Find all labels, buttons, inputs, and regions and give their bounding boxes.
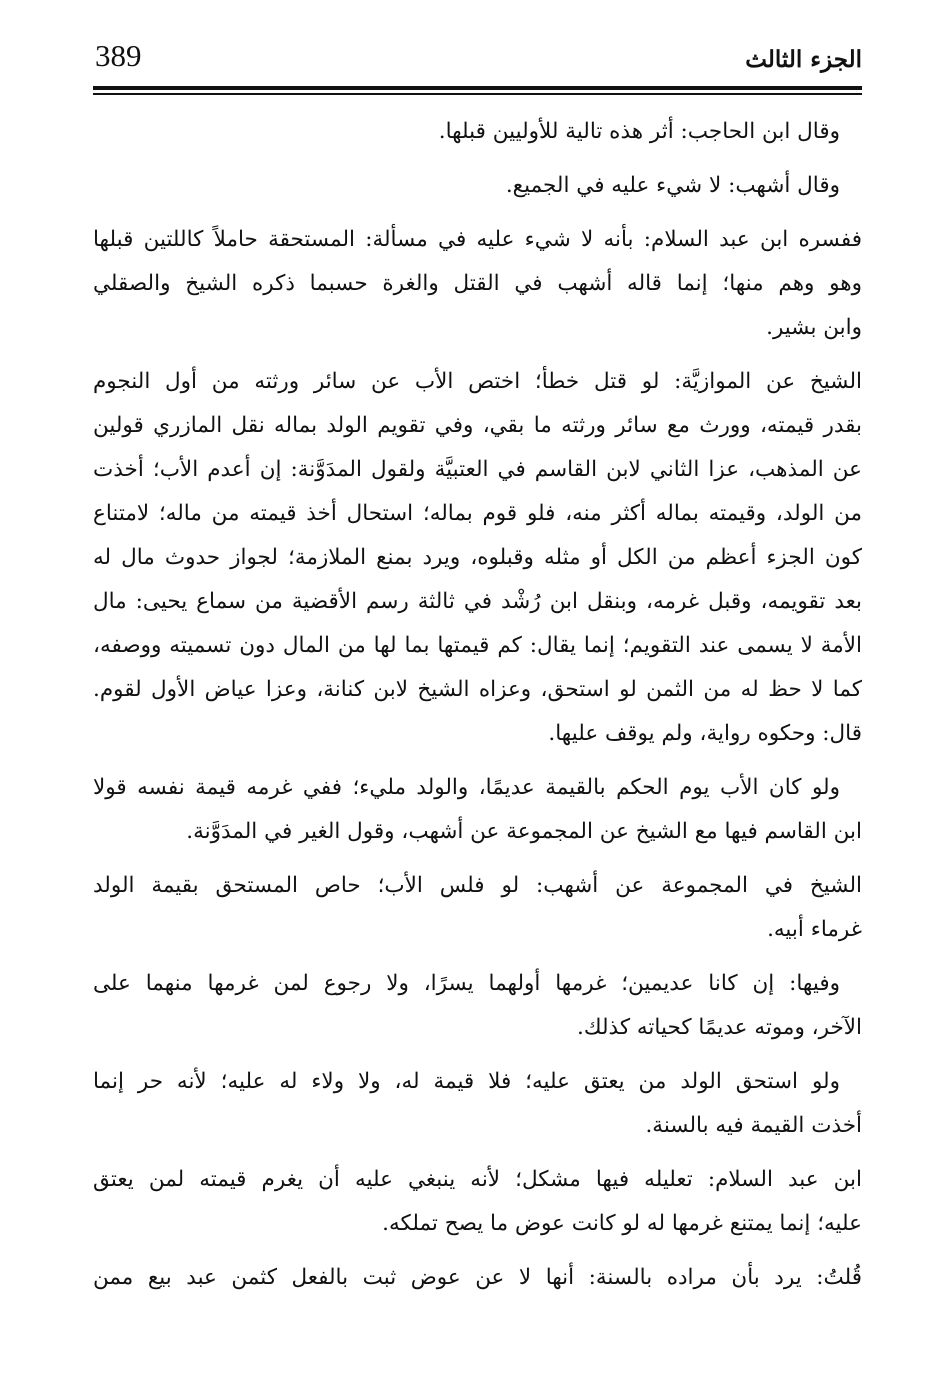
text-line: ولو استحق الولد من يعتق عليه؛ فلا قيمة له، ولا ولاء له عليه؛ لأنه حر إنما	[93, 1069, 840, 1094]
header-rule-thin	[93, 93, 862, 95]
text-line: أخذت القيمة فيه بالسنة.	[645, 1113, 862, 1138]
text-line: قُلتُ: يرد بأن مراده بالسنة: أنها لا عن عوض ثبت بالفعل كثمن عبد بيع ممن	[93, 1265, 862, 1290]
paragraph	[93, 218, 862, 350]
text-line: وفيها: إن كانا عديمين؛ غرمها أولهما يسرًا، ولا رجوع لمن غرمها منهما على	[93, 971, 840, 996]
paragraph	[93, 766, 862, 854]
paragraph	[93, 164, 862, 208]
text-line: الشيخ في المجموعة عن أشهب: لو فلس الأب؛ حاص المستحق بقيمة الولد	[93, 873, 862, 898]
text-line: بقدر قيمته، وورث مع سائر ورثته ما بقي، وفي تقويم الولد بماله نقل المازري قولين	[93, 413, 862, 438]
text-line: الأمة لا يسمى عند التقويم؛ إنما يقال: كم قيمتها بما لها من المال دون تسميته ووصفه،	[93, 633, 862, 658]
text-line: وابن بشير.	[766, 315, 862, 340]
text-line: ولو كان الأب يوم الحكم بالقيمة عديمًا، والولد مليء؛ ففي غرمه قيمة نفسه قولا	[93, 775, 840, 800]
paragraph	[93, 110, 862, 154]
page-number: 389	[95, 38, 142, 73]
paragraph	[93, 962, 862, 1050]
paragraph	[93, 864, 862, 952]
text-line: عن المذهب، عزا الثاني لابن القاسم في العتبيَّة ولقول المدَوَّنة: إن أعدم الأب؛ أخذت	[93, 457, 862, 482]
text-line: بعد تقويمه، وقبل غرمه، وبنقل ابن رُشْد في ثالثة رسم الأقضية من سماع يحيى: مال	[93, 589, 862, 614]
text-line: غرماء أبيه.	[767, 917, 862, 942]
text-line: ابن القاسم فيها مع الشيخ عن المجموعة عن أشهب، وقول الغير في المدَوَّنة.	[186, 819, 862, 844]
running-title: الجزء الثالث	[745, 46, 862, 73]
header-rule-thick	[93, 86, 862, 90]
paragraph	[93, 360, 862, 756]
text-line: وقال أشهب: لا شيء عليه في الجميع.	[505, 173, 840, 198]
paragraph	[93, 1256, 862, 1300]
text-line: عليه؛ إنما يمتنع غرمها له لو كانت عوض ما يصح تملكه.	[382, 1211, 862, 1236]
text-line: من الولد، وقيمته بماله أكثر منه، فلو قوم بماله؛ استحال أخذ قيمته من ماله؛ لامتناع	[93, 501, 862, 526]
text-line: كما لا حظ له من الثمن لو استحق، وعزاه الشيخ لابن كنانة، وعزا عياض الأول لقوم.	[93, 677, 862, 702]
text-line: الآخر، وموته عديمًا كحياته كذلك.	[577, 1015, 862, 1040]
text-line: ابن عبد السلام: تعليله فيها مشكل؛ لأنه ينبغي عليه أن يغرم قيمته لمن يعتق	[93, 1167, 862, 1192]
page-header	[93, 30, 862, 100]
page-body	[93, 110, 862, 1310]
text-line: وهو وهم منها؛ إنما قاله أشهب في القتل والغرة حسبما ذكره الشيخ والصقلي	[93, 271, 862, 296]
paragraph	[93, 1158, 862, 1246]
text-line: كون الجزء أعظم من الكل أو مثله وقبلوه، ويرد بمنع الملازمة؛ لجواز حدوث مال له	[93, 545, 862, 570]
text-line: الشيخ عن الموازيَّة: لو قتل خطأ؛ اختص الأب عن سائر ورثته من أول النجوم	[93, 369, 862, 394]
text-line: قال: وحكوه رواية، ولم يوقف عليها.	[548, 721, 862, 746]
text-line: وقال ابن الحاجب: أثر هذه تالية للأوليين قبلها.	[438, 119, 840, 144]
paragraph	[93, 1060, 862, 1148]
text-line: ففسره ابن عبد السلام: بأنه لا شيء عليه في مسألة: المستحقة حاملاً كاللتين قبلها	[93, 227, 862, 252]
